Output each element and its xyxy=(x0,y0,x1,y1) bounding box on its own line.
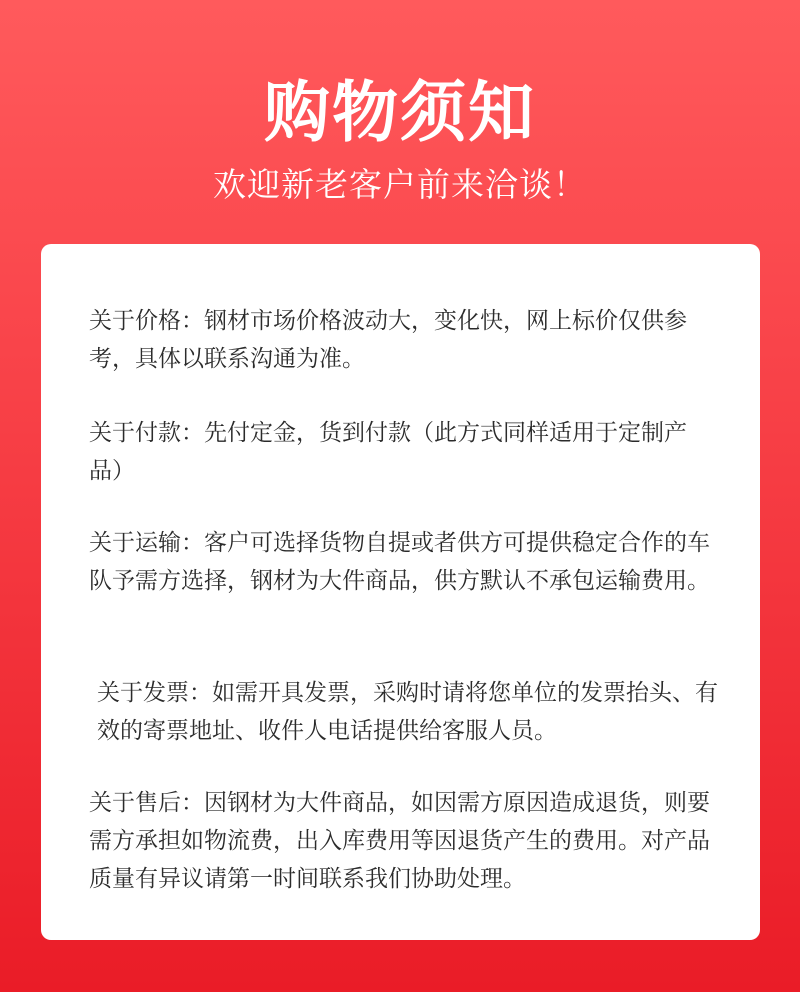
invoice-note: 关于发票：如需开具发票，采购时请将您单位的发票抬头、有效的寄票地址、收件人电话提供给客服人员。 xyxy=(97,680,718,744)
price-note: 关于价格：钢材市场价格波动大，变化快，网上标价仅供参考，具体以联系沟通为准。 xyxy=(89,308,687,372)
payment-note: 关于付款：先付定金，货到付款（此方式同样适用于定制产品） xyxy=(89,420,687,484)
notice-card xyxy=(41,244,760,940)
page-subtitle: 欢迎新老客户前来洽谈！ xyxy=(213,165,587,204)
after-sales-note: 关于售后：因钢材为大件商品，如因需方原因造成退货，则要需方承担如物流费，出入库费用等因退货产生的费用。对产品质量有异议请第一时间联系我们协助处理。 xyxy=(89,790,710,892)
shipping-note: 关于运输：客户可选择货物自提或者供方可提供稳定合作的车队予需方选择，钢材为大件商品，供方默认不承包运输费用。 xyxy=(89,530,710,594)
page-title: 购物须知 xyxy=(264,74,536,151)
